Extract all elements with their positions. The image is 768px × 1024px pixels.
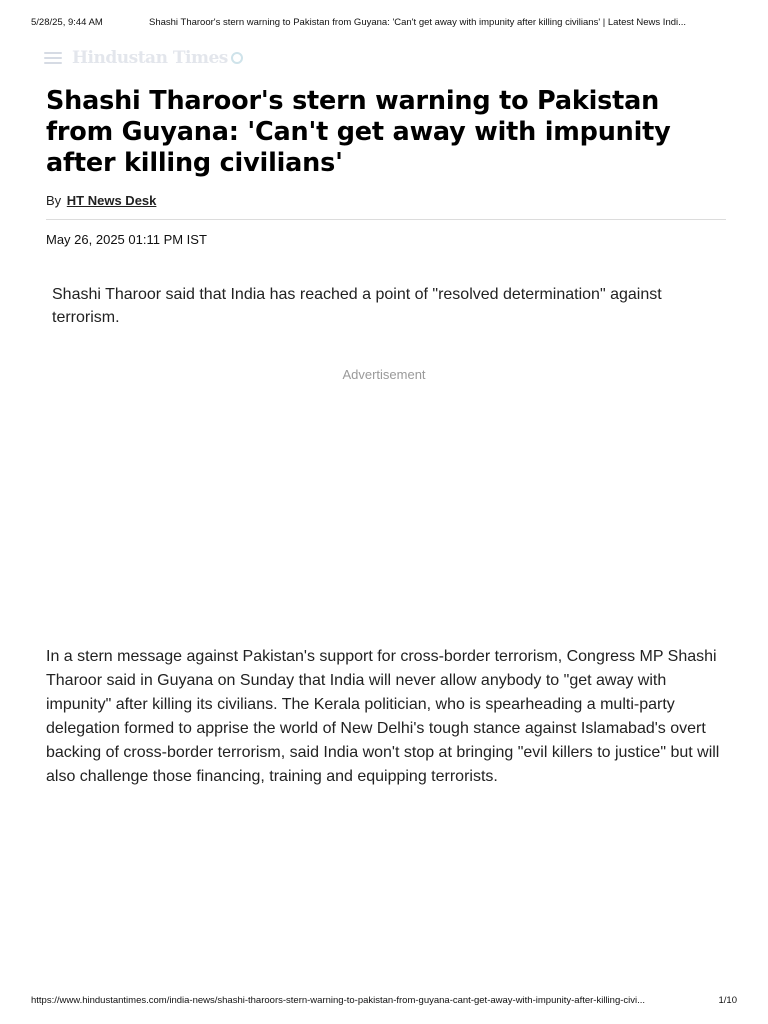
print-page-title: Shashi Tharoor's stern warning to Pakistan from Guyana: 'Can't get away with impunity after killing civilians' | Latest News Indi... [149,17,687,28]
author-link[interactable]: HT News Desk [66,193,157,208]
logo-circle-icon [231,52,243,64]
article-paragraph: In a stern message against Pakistan's support for cross-border terrorism, Congress MP Shashi Tharoor said in Guyana on Sunday that India will never allow anybody to "get away with impunity" after killing its civilians. The Kerala politician, who is spearheading a multi-party delegation formed to apprise the world of New Delhi's tough stance against Islamabad's overt backing of cross-border terrorism, said India won't stop at bringing "evil killers to justice" but will also challenge those financing, training and equipping terrorists. [46,648,720,785]
site-logo-text: Hindustan Times [72,48,228,68]
byline [46,193,156,208]
advertisement-slot[interactable] [184,390,584,620]
byline-divider [46,219,726,220]
print-url: https://www.hindustantimes.com/india-news/shashi-tharoors-stern-warning-to-pakistan-from-guyana-cant-get-away-with-impunity-after-killing-civi... [31,995,646,1006]
print-datetime: 5/28/25, 9:44 AM [31,17,103,28]
advertisement-label: Advertisement [342,367,426,382]
article-headline: Shashi Tharoor's stern warning to Pakistan from Guyana: 'Can't get away with impunity after killing civilians' [46,86,671,178]
print-footer [31,995,737,1009]
hamburger-menu-icon[interactable] [44,52,62,64]
site-header [44,46,243,70]
print-page-number: 1/10 [718,995,737,1006]
site-logo[interactable] [72,48,243,68]
byline-label: By [46,193,62,208]
article-summary: Shashi Tharoor said that India has reached a point of "resolved determination" against terrorism. [52,286,662,326]
publish-date: May 26, 2025 01:11 PM IST [46,232,207,247]
print-header [31,17,737,31]
